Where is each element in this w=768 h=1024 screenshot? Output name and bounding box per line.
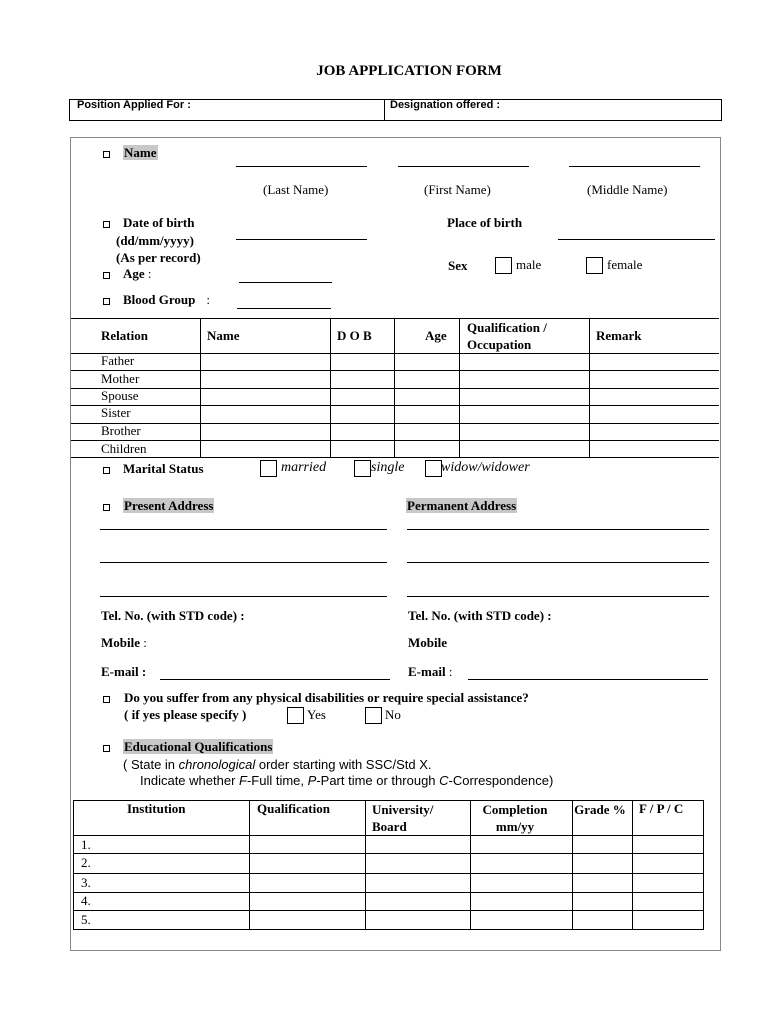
permanent-email-label: E-mail: [408, 664, 446, 679]
permanent-tel-label: Tel. No. (with STD code) :: [408, 608, 552, 623]
first-name-field[interactable]: [398, 166, 529, 167]
name-bullet-icon: [103, 151, 110, 158]
dob-note: (As per record): [116, 250, 201, 265]
sex-label: Sex: [448, 258, 468, 273]
present-mobile-label: Mobile: [101, 635, 140, 650]
col-dob: D O B: [337, 328, 372, 343]
dob-field[interactable]: [236, 239, 367, 240]
blood-group-label: Blood Group: [123, 292, 196, 307]
blood-group-field[interactable]: [237, 308, 331, 309]
permanent-mobile-label: Mobile: [408, 635, 447, 650]
age-label: Age: [123, 266, 145, 281]
present-address-line-2[interactable]: [100, 562, 387, 563]
middle-name-field[interactable]: [569, 166, 700, 167]
edu-col-completion: Completion mm/yy: [482, 802, 548, 834]
last-name-caption: (Last Name): [263, 182, 329, 197]
relation-father: Father: [101, 353, 135, 368]
relation-spouse: Spouse: [101, 388, 139, 403]
place-of-birth-field[interactable]: [558, 239, 715, 240]
first-name-caption: (First Name): [424, 182, 491, 197]
male-checkbox[interactable]: [495, 257, 512, 274]
position-applied-field[interactable]: [225, 100, 380, 118]
single-checkbox[interactable]: [354, 460, 371, 477]
designation-offered-field[interactable]: [535, 100, 715, 118]
disability-yes-checkbox[interactable]: [287, 707, 304, 724]
permanent-address-line-1[interactable]: [407, 529, 709, 530]
present-address-label: Present Address: [124, 498, 214, 513]
widow-label: widow/widower: [441, 460, 530, 475]
male-label: male: [516, 257, 542, 272]
education-note: ( State in chronological order starting with SSC/Std X.: [123, 757, 432, 772]
single-label: single: [371, 460, 405, 475]
dob-format: (dd/mm/yyyy): [116, 233, 194, 248]
widow-checkbox[interactable]: [425, 460, 442, 477]
married-checkbox[interactable]: [260, 460, 277, 477]
education-indicate: Indicate whether F-Full time, P-Part time or through C-Correspondence): [140, 773, 554, 788]
education-label: Educational Qualifications: [124, 739, 273, 754]
place-of-birth-label: Place of birth: [447, 215, 523, 230]
form-title: JOB APPLICATION FORM: [316, 63, 502, 79]
edu-col-grade: Grade %: [574, 802, 626, 817]
marital-status-label: Marital Status: [123, 461, 204, 476]
age-field[interactable]: [239, 282, 332, 283]
age-bullet-icon: [103, 272, 110, 279]
present-email-field[interactable]: [160, 679, 390, 680]
dob-label: Date of birth: [123, 215, 195, 230]
col-age: Age: [425, 328, 447, 343]
disability-question: Do you suffer from any physical disabilities or require special assistance?: [124, 690, 529, 705]
marital-bullet-icon: [103, 467, 110, 474]
relation-sister: Sister: [101, 405, 131, 420]
designation-offered-label: Designation offered :: [390, 99, 501, 111]
disability-no-label: No: [385, 707, 401, 722]
permanent-address-line-2[interactable]: [407, 562, 709, 563]
dob-bullet-icon: [103, 221, 110, 228]
edu-row-4: 4.: [81, 893, 91, 908]
present-address-line-3[interactable]: [100, 596, 387, 597]
last-name-field[interactable]: [236, 166, 367, 167]
edu-row-3: 3.: [81, 875, 91, 890]
edu-row-1: 1.: [81, 837, 91, 852]
col-qualification: Qualification / Occupation: [467, 320, 547, 352]
position-applied-label: Position Applied For :: [77, 99, 191, 111]
relation-brother: Brother: [101, 423, 141, 438]
permanent-address-line-3[interactable]: [407, 596, 709, 597]
name-label: Name: [124, 145, 157, 160]
blood-group-bullet-icon: [103, 298, 110, 305]
disability-specify: ( if yes please specify ): [124, 707, 247, 722]
address-bullet-icon: [103, 504, 110, 511]
relation-mother: Mother: [101, 371, 140, 386]
col-relation: Relation: [101, 328, 148, 343]
edu-row-5: 5.: [81, 912, 91, 927]
disability-bullet-icon: [103, 696, 110, 703]
edu-col-qualification: Qualification: [257, 801, 330, 816]
present-email-label: E-mail: [101, 664, 139, 679]
edu-col-university: University/ Board: [372, 802, 434, 834]
edu-row-2: 2.: [81, 855, 91, 870]
education-bullet-icon: [103, 745, 110, 752]
edu-col-institution: Institution: [127, 801, 186, 816]
relation-children: Children: [101, 441, 147, 456]
permanent-address-label: Permanent Address: [407, 498, 517, 513]
female-checkbox[interactable]: [586, 257, 603, 274]
married-label: married: [281, 460, 327, 475]
present-address-line-1[interactable]: [100, 529, 387, 530]
middle-name-caption: (Middle Name): [587, 182, 668, 197]
female-label: female: [607, 257, 643, 272]
edu-col-fpc: F / P / C: [639, 801, 684, 816]
permanent-email-field[interactable]: [468, 679, 708, 680]
disability-yes-label: Yes: [307, 707, 326, 722]
col-remark: Remark: [596, 328, 642, 343]
present-tel-label: Tel. No. (with STD code) :: [101, 608, 245, 623]
disability-no-checkbox[interactable]: [365, 707, 382, 724]
col-name: Name: [207, 328, 240, 343]
